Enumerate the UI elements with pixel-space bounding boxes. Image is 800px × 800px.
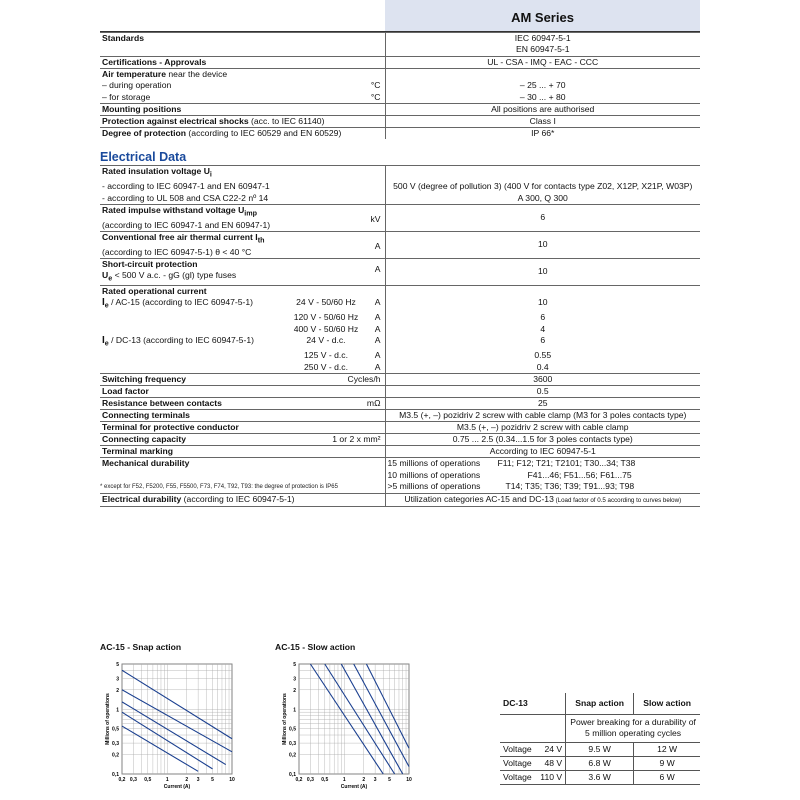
- spec-value: All positions are authorised: [385, 103, 700, 115]
- spec-label: Air temperature near the device: [100, 68, 385, 80]
- spec-value: 10: [385, 231, 700, 258]
- spec-label: Switching frequency Cycles/h: [100, 374, 385, 386]
- spec-row: [100, 324, 700, 336]
- spec-label: Protection against electrical shocks (acc. to IEC 61140): [100, 115, 385, 127]
- series-header: [385, 0, 700, 31]
- spec-value: 0.5: [385, 386, 700, 398]
- spec-value: [385, 285, 700, 297]
- spec-row: [100, 181, 700, 193]
- y-tick-label: 0,3: [289, 741, 296, 748]
- spec-label: Mechanical durability: [100, 458, 385, 470]
- chart-title-slow: AC-15 - Slow action: [275, 642, 356, 652]
- spec-value: Utilization categories AC-15 and DC-13 (Load factor of 0.5 according to curves below): [385, 493, 700, 506]
- spec-row: [100, 297, 700, 312]
- spec-label: Short-circuit protection: [100, 258, 385, 270]
- spec-row: [100, 335, 700, 350]
- dc13-row: [500, 742, 700, 756]
- spec-label: (according to IEC 60947-5-1) θ < 40 °C A: [102, 240, 381, 257]
- x-tick-label: 3: [196, 777, 200, 783]
- spec-label: 120 V - 50/60 Hz A: [293, 311, 381, 322]
- spec-label: Resistance between contacts mΩ: [100, 398, 385, 410]
- y-tick-label: 0,3: [112, 741, 119, 748]
- spec-row: [100, 374, 700, 386]
- x-tick-label: 10: [406, 777, 412, 783]
- spec-value: 6: [385, 312, 700, 324]
- spec-label: (according to IEC 60947-1 and EN 60947-1) kV: [102, 213, 381, 230]
- spec-row: [100, 80, 700, 92]
- spec-value: [385, 481, 700, 493]
- spec-row: [100, 166, 700, 181]
- spec-value: 6: [385, 335, 700, 350]
- x-axis-label: Current (A): [340, 784, 368, 790]
- x-tick-label: 1: [342, 777, 346, 783]
- spec-value: UL - CSA - IMQ - EAC - CCC: [385, 56, 700, 68]
- spec-row: [100, 204, 700, 219]
- y-tick-label: 0,2: [112, 752, 119, 759]
- spec-value: 0.75 ... 2.5 (0.34...1.5 for 3 poles contacts type): [385, 434, 700, 446]
- spec-row: [100, 398, 700, 410]
- plot-area: [299, 664, 409, 774]
- dc13-slow: 9 W: [634, 756, 700, 770]
- x-tick-label: 0,3: [129, 777, 137, 783]
- x-tick-label: 0,5: [144, 777, 152, 783]
- spec-row: [100, 115, 700, 127]
- spec-value: – 25 ... + 70: [385, 80, 700, 92]
- spec-value: 10: [385, 258, 700, 285]
- dc13-note: Power breaking for a durability of 5 million operating cycles: [566, 714, 700, 742]
- spec-value: IP 66*: [385, 127, 700, 139]
- spec-label: - according to UL 508 and CSA C22-2 nº 14: [102, 192, 269, 203]
- x-tick-label: 2: [185, 777, 189, 783]
- spec-row: [100, 44, 700, 56]
- spec-value: M3.5 (+, –) pozidriv 2 screw with cable clamp (M3 for 3 poles contacts type): [385, 410, 700, 422]
- ac15-slow-chart: [277, 656, 427, 796]
- spec-value: 3600: [385, 374, 700, 386]
- x-tick-label: 0,3: [306, 777, 314, 783]
- dc13-table: [500, 693, 700, 785]
- dc13-col-snap: Snap action: [566, 693, 634, 714]
- ac15-snap-chart: [100, 656, 250, 796]
- chart-title-snap: AC-15 - Snap action: [100, 642, 182, 652]
- x-tick-label: 5: [388, 777, 391, 783]
- spec-label: Rated insulation voltage $U_i$: [100, 166, 385, 181]
- mech-row: >5 millions of operations T14; T35; T36; T39; T91...93; T98: [387, 481, 635, 492]
- x-tick-label: 0,2: [118, 777, 126, 783]
- dc13-label: Voltage: [500, 756, 536, 770]
- spec-row: [100, 231, 700, 246]
- footnote: * except for F52, F5200, F55, F5500, F73, F74, T92, T93: the degree of protection is IP65: [100, 484, 338, 490]
- spec-row: [100, 362, 700, 374]
- spec-label: Connecting terminals: [100, 410, 385, 422]
- dc13-header-row: [500, 693, 700, 714]
- dc13-note-row: [500, 714, 700, 742]
- spec-value: EN 60947-5-1: [385, 44, 700, 56]
- y-tick-label: 2: [293, 687, 296, 694]
- y-tick-label: 5: [293, 662, 296, 668]
- spec-row: [100, 434, 700, 446]
- dc13-volt: 24 V: [536, 742, 566, 756]
- y-axis-label: Millions of operations: [282, 693, 288, 745]
- x-axis-label: Current (A): [163, 784, 191, 790]
- spec-value: 10: [385, 297, 700, 312]
- x-tick-label: 3: [373, 777, 377, 783]
- dc13-label: Voltage: [500, 742, 536, 756]
- dc13-row: [500, 756, 700, 770]
- spec-label: Load factor: [100, 386, 385, 398]
- mech-row: 15 millions of operations F11; F12; T21; T2101; T30...34; T38: [387, 458, 636, 469]
- x-tick-label: 5: [211, 777, 214, 783]
- spec-row: [100, 127, 700, 139]
- spec-label: $I_e / DC-13$ (according to IEC 60947-5-1) 24 V - d.c. A: [102, 335, 381, 349]
- spec-value: A 300, Q 300: [385, 193, 700, 205]
- spec-row: [100, 458, 700, 470]
- spec-value: 4: [385, 324, 700, 336]
- spec-value: According to IEC 60947-5-1: [385, 446, 700, 458]
- mech-row: 10 millions of operations F41...46; F51...56; F61...75: [387, 469, 632, 480]
- y-tick-label: 0,5: [112, 726, 119, 733]
- spec-label: – for storage °C: [102, 91, 381, 102]
- spec-label: Electrical durability (according to IEC 60947-5-1): [100, 493, 385, 506]
- spec-row: [100, 258, 700, 270]
- spec-row: [100, 493, 700, 506]
- spec-row: [100, 92, 700, 104]
- spec-value: [385, 68, 700, 80]
- spec-label: 125 V - d.c. A: [304, 350, 381, 361]
- dc13-slow: 6 W: [634, 770, 700, 784]
- y-axis-label: Millions of operations: [105, 693, 111, 745]
- spec-label: - according to IEC 60947-1 and EN 60947-1: [102, 180, 270, 191]
- spec-label: [100, 470, 385, 482]
- spec-value: 0.4: [385, 362, 700, 374]
- x-tick-label: 2: [362, 777, 366, 783]
- y-tick-label: 5: [116, 662, 119, 668]
- y-tick-label: 0,5: [289, 726, 296, 733]
- dc13-snap: 3.6 W: [566, 770, 634, 784]
- spec-value: Class I: [385, 115, 700, 127]
- y-tick-label: 0,1: [112, 772, 119, 778]
- spec-row: [100, 350, 700, 362]
- general-spec-table: [100, 32, 700, 139]
- spec-label: 400 V - 50/60 Hz A: [293, 323, 381, 334]
- spec-label: Terminal marking: [100, 446, 385, 458]
- dc13-col-slow: Slow action: [634, 693, 700, 714]
- spec-label: – during operation °C: [102, 79, 381, 90]
- series-title: AM Series: [511, 10, 574, 25]
- spec-label: Rated impulse withstand voltage $U_{imp}$: [100, 204, 385, 219]
- spec-value: M3.5 (+, –) pozidriv 2 screw with cable clamp: [385, 422, 700, 434]
- spec-label: Rated operational current: [100, 285, 385, 297]
- y-tick-label: 2: [116, 687, 119, 694]
- spec-label: Mounting positions: [100, 103, 385, 115]
- y-tick-label: 0,2: [289, 752, 296, 759]
- x-tick-label: 0,2: [295, 777, 303, 783]
- spec-label: Connecting capacity 1 or 2 x mm²: [100, 434, 385, 446]
- y-tick-label: 0,1: [289, 772, 296, 778]
- spec-row: [100, 386, 700, 398]
- spec-row: [100, 56, 700, 68]
- spec-label: 250 V - d.c. A: [304, 361, 381, 372]
- dc13-row: [500, 770, 700, 784]
- spec-row: [100, 446, 700, 458]
- spec-label: Certifications - Approvals: [100, 56, 385, 68]
- spec-label: $I_e / AC-15$ (according to IEC 60947-5-1) 24 V - 50/60 Hz A: [102, 297, 381, 310]
- y-tick-label: 3: [116, 676, 119, 683]
- spec-row: [100, 193, 700, 205]
- spec-label: Conventional free air thermal current $I_{th}$: [100, 231, 385, 246]
- dc13-label: Voltage: [500, 770, 536, 784]
- spec-row: [100, 285, 700, 297]
- spec-value: IEC 60947-5-1: [385, 33, 700, 45]
- spec-row: [100, 33, 700, 45]
- spec-value: 500 V (degree of pollution 3) (400 V for contacts type Z02, X12P, X21P, W03P): [385, 181, 700, 193]
- dc13-snap: 6.8 W: [566, 756, 634, 770]
- spec-label: Standards: [100, 33, 385, 45]
- spec-label: Terminal for protective conductor: [100, 422, 385, 434]
- electrical-spec-table: [100, 165, 700, 507]
- x-tick-label: 1: [165, 777, 169, 783]
- spec-label: Degree of protection (according to IEC 60529 and EN 60529): [100, 127, 385, 139]
- spec-value: 6: [385, 204, 700, 231]
- dc13-volt: 48 V: [536, 756, 566, 770]
- y-tick-label: 3: [293, 676, 296, 683]
- spec-value: [385, 470, 700, 482]
- spec-row: [100, 68, 700, 80]
- spec-row: [100, 470, 700, 482]
- y-tick-label: 1: [293, 707, 296, 714]
- dc13-volt: 110 V: [536, 770, 566, 784]
- x-tick-label: 0,5: [321, 777, 329, 783]
- dc13-slow: 12 W: [634, 742, 700, 756]
- spec-row: [100, 103, 700, 115]
- spec-value: – 30 ... + 80: [385, 92, 700, 104]
- spec-label: $U_e < 500$ V a.c. - gG (gl) type fuses A: [102, 264, 381, 283]
- dc13-label: DC-13: [500, 693, 566, 714]
- electrical-section-title: Electrical Data: [100, 150, 187, 164]
- spec-row: [100, 422, 700, 434]
- spec-row: [100, 312, 700, 324]
- x-tick-label: 10: [229, 777, 235, 783]
- spec-value: [385, 458, 700, 470]
- spec-value: 25: [385, 398, 700, 410]
- dc13-snap: 9.5 W: [566, 742, 634, 756]
- y-tick-label: 1: [116, 707, 119, 714]
- spec-label: [100, 44, 385, 56]
- spec-value: [385, 166, 700, 181]
- spec-value: 0.55: [385, 350, 700, 362]
- spec-row: [100, 410, 700, 422]
